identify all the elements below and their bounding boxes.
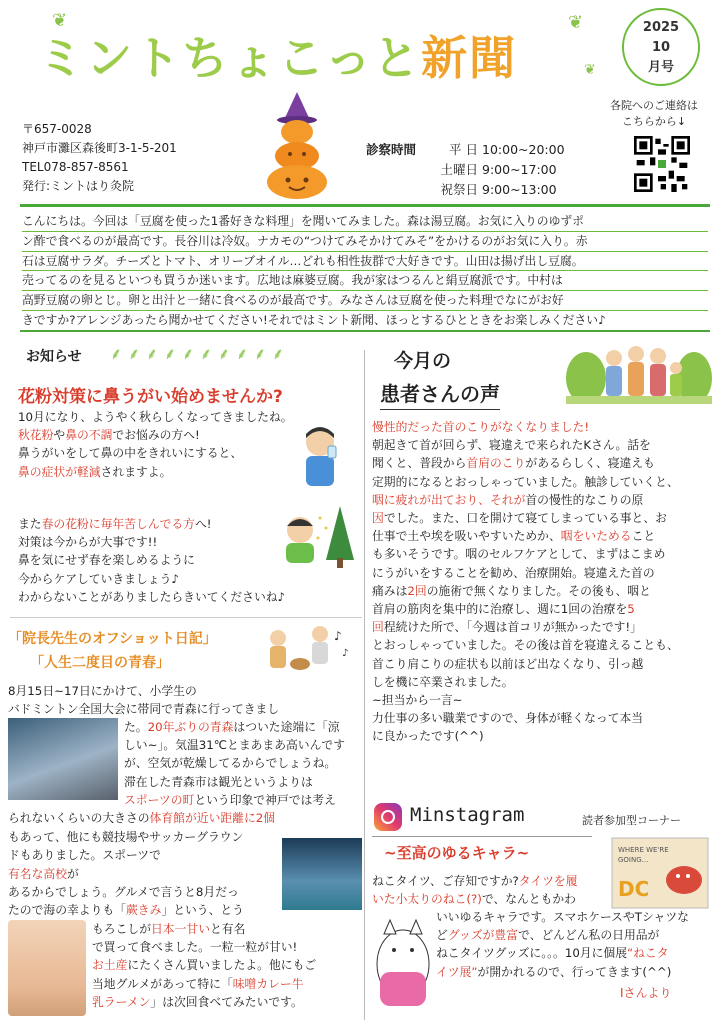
- family-illustration: [566, 338, 712, 414]
- news-heading: お知らせ: [26, 349, 82, 365]
- issue-badge: 2025 10 月号: [622, 8, 700, 86]
- minsta-text: ねこタイツ、ご存知ですか?タイツを履 いた小太りのねこ(?)で、なんともかわ: [372, 874, 578, 907]
- sprout-icon: ⸙⸙⸙⸙⸙⸙⸙⸙⸙⸙: [110, 344, 291, 363]
- voice-headline: 慢性的だった首のこりがなくなりました!: [372, 420, 590, 434]
- diary-subtitle: 「人生二度目の青春」: [30, 655, 170, 671]
- address-block: [22, 120, 177, 196]
- contact-note: 各院へのご連絡は こちらから↓: [610, 99, 698, 128]
- hours-row: 土曜日 9:00~17:00: [440, 162, 557, 177]
- svg-text:♪: ♪: [334, 629, 342, 643]
- minsta-text: いいゆるキャラです。スマホケースやTシャツな どグッズが豊富で、どんどん私の日用品が ねこタイツグッズに。。。10月に個展“ねこタ イツ展”が開かれるので、行ってきます(^^): [436, 910, 689, 979]
- diary-text: もあって、他にも競技場やサッカーグラウン ドもありました。スポーツで: [8, 830, 244, 863]
- contributor-signature: Iさんより: [620, 986, 672, 1000]
- divider: [10, 617, 362, 618]
- news-paragraph: また春の花粉に毎年苦しんでる方へ! 対策は今からが大事です!! 鼻を気にせず春を楽しめるように 今からケアしていきましょう♪ わからないことがありましたらきいてくださいね♪: [18, 517, 286, 604]
- instagram-icon[interactable]: [374, 803, 402, 831]
- voice-text: 慢性的だった首のこりがなくなりました! 朝起きて首が回らず、寝違えで来られたKさん。話を 聞くと、普段から首肩のこりがあるらしく、寝違えも 定期的になるとおっしゃっていました。触診していくと、 咽に疲れが出ており、それが首の慢性的なこりの原 因でした。また、口を開けて寝てしまっている事と、お 仕事で土や埃を吸いやすいためか、咽をいためること も多いそうです。咽のセルフケアとして、まずはこまめ にうがいをすることを勧め、治療開始。寝違えた首の 痛みは2回の施術で無くなりました。その後も、咽と 首肩の筋肉を集中的に治療し、週に1回の治療を5 回程続けた所で、「今週は首コリが無かったです!」 とおっしゃっていました。その後は首を寝違えることも、 首こり肩こりの症状も以前ほど出なくなり、引っ越 しを機に卒業されました。 ~担当から一言~ 力仕事の多い職業ですので、身体が軽くなって本当 に良かったです(^^): [372, 418, 712, 746]
- intro-text: こんにちは。今回は「豆腐を使った1番好きな料理」を聞いてみました。森は湯豆腐。お気に入りのゆずポ ン酢で食べるのが最高です。長谷川は冷奴。ナカモの“つけてみそかけてみそ”をかけるのがお気に入り。赤 石は豆腐サラダ。チーズとトマト、オリーブオイル…どれも相性抜群で大好きです。山田は揚げ出し豆腐。 売ってるのを見るといつも買うか迷います。広地は麻婆豆腐。我が家はつるんと絹豆腐派です。中村は 高野豆腐の卵とじ。卵と出汁と一緒に食べるのが最高です。みなさんは豆腐を使った料理でなにがお好 きですか?アレンジあったら聞かせてください!それではミント新聞、ほっとするひとときをお楽しみください♪: [22, 212, 708, 331]
- street-address: 神戸市灘区森後町3-1-5-201: [22, 141, 177, 155]
- boy-gargling-illustration: [296, 424, 346, 496]
- musicians-illustration: [248, 620, 358, 680]
- diary-title: 「院長先生のオフショット日記」: [8, 631, 217, 647]
- phone-number: TEL078-857-8561: [22, 160, 129, 174]
- diary-text-top: 8月15日~17日にかけて、小学生の バドミントン全国大会に帯同で青森に行ってきまし: [8, 684, 280, 717]
- svg-text:♪: ♪: [342, 648, 349, 659]
- arena-photo: [8, 718, 118, 800]
- reader-corner-label: 読者参加型コーナー: [582, 814, 681, 827]
- minsta-subtitle: ~至高のゆるキャラ~: [384, 844, 530, 862]
- diary-text: 有名な高校が あるからでしょう。グルメで言うと8月だっ たので海の幸よりも「蕨きみ」という、とう: [8, 867, 244, 918]
- svg-text:DC: DC: [618, 877, 650, 901]
- diary-text: た。20年ぶりの青森はついた途端に「涼 しい~」。気温31℃とまあまあ高いんです が、空気が乾燥してるからでしょうね。 滞在した青森市は観光というよりは スポーツの町という印象で神戸では考え: [124, 720, 345, 807]
- postal-code: 〒657-0028: [22, 122, 92, 136]
- svg-text:WHERE WE'RE: WHERE WE'RE: [618, 846, 669, 854]
- voice-subtitle: 患者さんの声: [380, 378, 500, 410]
- news-paragraph: 10月になり、ようやく秋らしくなってきましたね。 秋花粉や鼻の不調でお悩みの方へ! 鼻うがいをして鼻の中をきれいにすると、 鼻の症状が軽減されますよ。: [18, 410, 293, 479]
- neko-tights-character: [372, 912, 434, 1012]
- svg-text:GOING...: GOING...: [618, 856, 649, 864]
- divider: [20, 204, 710, 207]
- news-title: 花粉対策に鼻うがい始めませんか?: [18, 387, 283, 407]
- diary-text: もろこしが日本一甘いと有名 で買って食べました。一粒一粒が甘い! お土産にたくさん買いましたよ。他にもご 当地グルメがあって特に「味噌カレー牛 乳ラーメン」は次回食べてみたいです。: [92, 922, 317, 1009]
- leaf-icon: ❦: [52, 10, 68, 31]
- voice-title: 今月の: [394, 350, 452, 372]
- director-photo: [8, 920, 86, 1016]
- qr-code[interactable]: [634, 136, 690, 192]
- gym-photo: [282, 838, 362, 910]
- boy-pollen-illustration: [270, 500, 356, 570]
- diary-text: られないくらいの大きさの体育館が近い距離に2個: [8, 811, 276, 825]
- divider: [372, 836, 592, 837]
- hours-row: 祝祭日 9:00~13:00: [440, 182, 557, 197]
- column-divider: [364, 350, 365, 1020]
- divider: [20, 330, 710, 332]
- leaf-icon: ❦: [584, 62, 596, 78]
- neko-tights-sticker: [608, 834, 712, 912]
- newsletter-title: ミントちょこっと新聞: [38, 31, 518, 85]
- leaf-icon: ❦: [568, 12, 584, 33]
- pumpkin-stack-icon: [262, 92, 332, 200]
- hours-label: 診察時間: [366, 142, 417, 157]
- minstagram-brand: Minstagram: [410, 804, 525, 826]
- hours-row: 平 日 10:00~20:00: [449, 142, 565, 157]
- publisher: 発行:ミントはり灸院: [22, 179, 135, 193]
